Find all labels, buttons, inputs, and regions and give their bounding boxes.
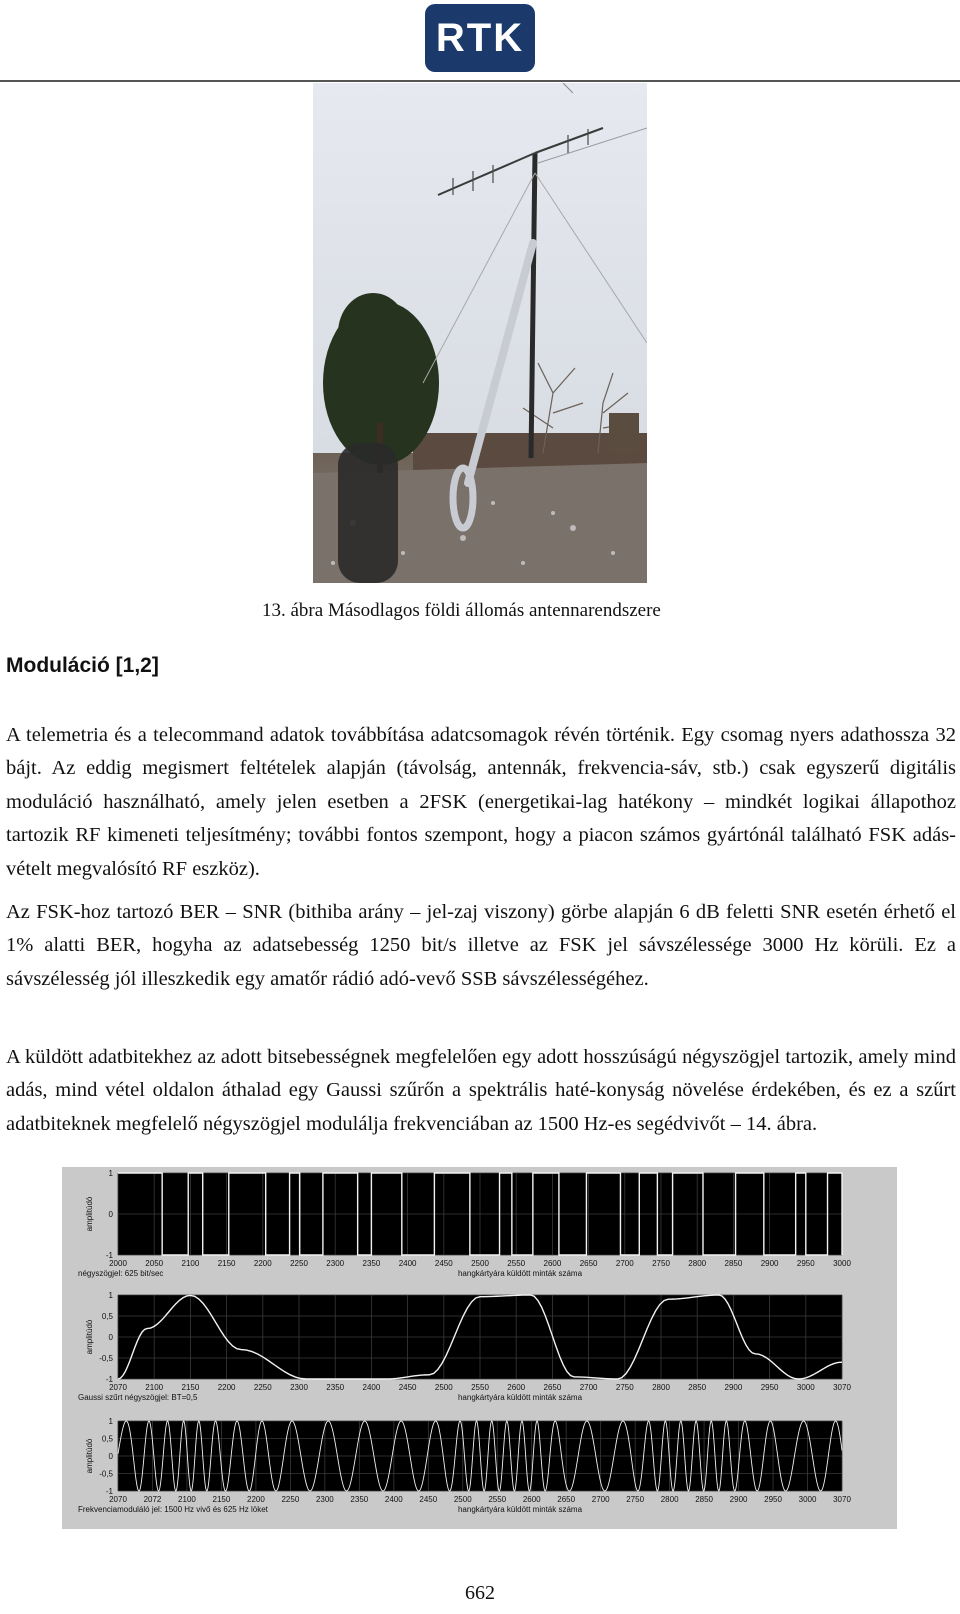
x-tick-label: 2850: [688, 1383, 707, 1392]
x-tick-label: 2500: [471, 1259, 489, 1268]
y-tick-label: -1: [105, 1251, 113, 1260]
header-rule: [0, 80, 960, 82]
x-tick-label: 3000: [833, 1259, 851, 1268]
y-tick-label: 0: [108, 1452, 113, 1461]
x-tick-label: 2950: [796, 1259, 815, 1268]
y-tick-label: -1: [105, 1487, 113, 1496]
logo-text: RTK: [435, 15, 525, 60]
x-tick-label: 2200: [247, 1495, 265, 1504]
plot-note: négyszögjel: 625 bit/sec: [78, 1269, 164, 1278]
y-tick-label: -1: [105, 1375, 113, 1384]
y-tick-label: 1: [108, 1169, 113, 1178]
x-tick-label: 2950: [764, 1495, 782, 1504]
x-tick-label: 2350: [362, 1259, 381, 1268]
x-tick-label: 2400: [384, 1495, 403, 1504]
x-tick-label: 2150: [212, 1495, 231, 1504]
x-axis-label: hangkártyára küldött minták száma: [457, 1269, 583, 1278]
x-tick-label: 2800: [652, 1383, 670, 1392]
x-tick-label: 2072: [143, 1495, 162, 1504]
x-tick-label: 2600: [543, 1259, 562, 1268]
x-tick-label: 2800: [688, 1259, 707, 1268]
x-tick-label: 2600: [507, 1383, 526, 1392]
y-tick-label: -0,5: [99, 1469, 113, 1479]
y-tick-label: 1: [108, 1417, 113, 1426]
x-tick-label: 2250: [281, 1495, 300, 1504]
x-tick-label: 2100: [181, 1259, 200, 1268]
x-tick-label: 2900: [729, 1495, 748, 1504]
plot-note: Frekvenciamoduláló jel: 1500 Hz vivő és 625 Hz löket: [78, 1505, 268, 1514]
paragraph-3: A küldött adatbitekhez az adott bitsebességnek megfelelően egy adott hosszúságú négyszögjel tartozik, amely mind adás, mind vétel oldalon áthalad egy Gaussi szűrőn a spektrális haté-konyság növelése érdekében, és ez a szűrt adatbiteknek megfelelő négyszögjel modulálja frekvenciában az 1500 Hz-es segédvivőt – 14. ábra.: [6, 1045, 956, 1135]
x-tick-label: 2850: [724, 1259, 743, 1268]
x-tick-label: 2700: [615, 1259, 634, 1268]
x-tick-label: 2300: [290, 1383, 308, 1392]
x-tick-label: 2300: [315, 1495, 334, 1504]
figure-14-signal-plots: [62, 1167, 897, 1529]
x-tick-label: 2500: [453, 1495, 472, 1504]
x-tick-label: 2950: [760, 1383, 779, 1392]
y-tick-label: 0,5: [101, 1312, 113, 1321]
x-tick-label: 2400: [398, 1259, 417, 1268]
x-tick-label: 2400: [362, 1383, 381, 1392]
plot-note: Gaussi szűrt négyszögjel: BT=0,5: [78, 1393, 198, 1402]
x-tick-label: 2650: [543, 1383, 562, 1392]
x-tick-label: 3070: [833, 1383, 851, 1392]
x-tick-label: 2900: [760, 1259, 779, 1268]
y-tick-label: 1: [108, 1291, 113, 1300]
x-tick-label: 3000: [798, 1495, 817, 1504]
x-tick-label: 2500: [434, 1383, 453, 1392]
x-tick-label: 2350: [326, 1383, 345, 1392]
x-tick-label: 2750: [615, 1383, 634, 1392]
rtk-logo: [425, 4, 535, 72]
x-tick-label: 2250: [253, 1383, 272, 1392]
x-tick-label: 2150: [181, 1383, 200, 1392]
x-tick-label: 2750: [652, 1259, 670, 1268]
x-tick-label: 2250: [290, 1259, 308, 1268]
y-tick-label: 0: [108, 1210, 113, 1219]
paragraph-1: A telemetria és a telecommand adatok továbbítása adatcsomagok révén történik. Egy csomag nyers adathossza 32 bájt. Az eddig megismert feltételek alapján (távolság, antennák, frekvencia-sáv, stb.) csak egyszerű digitális moduláció használható, amely jelen esetben a 2FSK (energetikai-lag hatékony – mindkét logikai állapothoz tartozik RF kimeneti teljesítmény; további fontos szempont, hogy a piacon számos gyártónál található FSK adás-vételt megvalósító RF eszköz).: [6, 723, 956, 880]
x-tick-label: 2450: [419, 1495, 438, 1504]
y-axis-label: amplitúdó: [85, 1438, 94, 1474]
x-tick-label: 3070: [833, 1495, 851, 1504]
x-tick-label: 2650: [557, 1495, 576, 1504]
x-tick-label: 2700: [591, 1495, 610, 1504]
x-tick-label: 2050: [145, 1259, 164, 1268]
x-tick-label: 2300: [326, 1259, 345, 1268]
antenna-photo: [313, 83, 647, 583]
x-tick-label: 2600: [522, 1495, 541, 1504]
x-tick-label: 2800: [660, 1495, 679, 1504]
section-heading: Moduláció [1,2]: [6, 654, 159, 677]
y-axis-label: amplitúdó: [85, 1319, 94, 1355]
x-axis-label: hangkártyára küldött minták száma: [457, 1505, 583, 1514]
x-tick-label: 2200: [253, 1259, 272, 1268]
x-axis-label: hangkártyára küldött minták száma: [457, 1393, 583, 1402]
x-tick-label: 2150: [217, 1259, 236, 1268]
x-tick-label: 2550: [507, 1259, 526, 1268]
y-tick-label: 0: [108, 1333, 113, 1342]
x-tick-label: 2450: [434, 1259, 453, 1268]
x-tick-label: 2100: [178, 1495, 196, 1504]
y-axis-label: amplitúdó: [85, 1196, 94, 1232]
x-tick-label: 2900: [724, 1383, 743, 1392]
x-tick-label: 2070: [109, 1495, 127, 1504]
page-number: 662: [465, 1582, 495, 1604]
x-tick-label: 2750: [626, 1495, 645, 1504]
x-tick-label: 2650: [579, 1259, 598, 1268]
x-tick-label: 2070: [109, 1383, 127, 1392]
y-tick-label: 0,5: [101, 1434, 113, 1444]
x-tick-label: 2350: [350, 1495, 369, 1504]
y-tick-label: -0,5: [99, 1354, 113, 1363]
x-tick-label: 2550: [471, 1383, 489, 1392]
x-tick-label: 2450: [398, 1383, 417, 1392]
x-tick-label: 2850: [695, 1495, 713, 1504]
x-tick-label: 2200: [217, 1383, 236, 1392]
x-tick-label: 2550: [488, 1495, 507, 1504]
figure-13-caption: 13. ábra Másodlagos földi állomás antennarendszere: [262, 600, 661, 621]
x-tick-label: 2100: [145, 1383, 164, 1392]
x-tick-label: 2000: [109, 1259, 127, 1268]
x-tick-label: 2700: [579, 1383, 598, 1392]
x-tick-label: 3000: [796, 1383, 815, 1392]
paragraph-2: Az FSK-hoz tartozó BER – SNR (bithiba arány – jel-zaj viszony) görbe alapján 6 dB feletti SNR esetén érhető el 1% alatti BER, hogyha az adatsebesség 1250 bit/s illetve az FSK jel sávszélessége 3000 Hz körüli. Ez a sávszélesség jól illeszkedik egy amatőr rádió adó-vevő SSB sávszélességéhez.: [6, 900, 956, 990]
